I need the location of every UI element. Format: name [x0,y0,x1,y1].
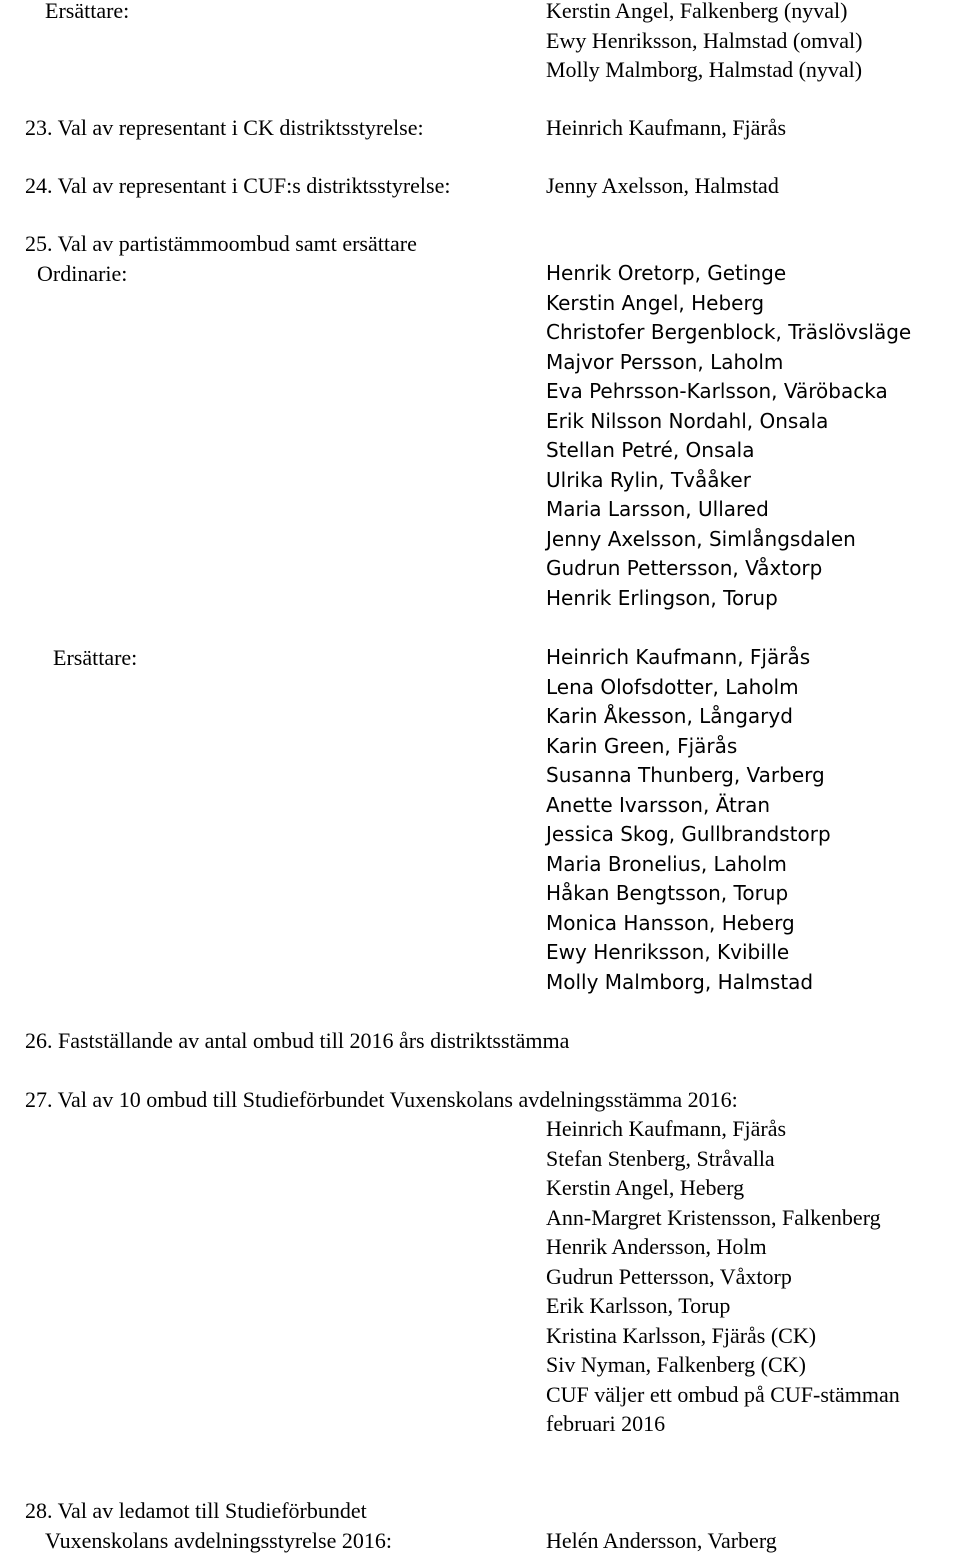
list-item: Stefan Stenberg, Stråvalla [546,1145,775,1171]
item-24-label: 24. Val av representant i CUF:s distriktsstyrelse: [25,173,451,198]
list-item: Lena Olofsdotter, Laholm [546,674,799,699]
item-28-value: Helén Andersson, Varberg [546,1528,777,1553]
item-27-heading: 27. Val av 10 ombud till Studieförbundet Vuxenskolans avdelningsstämma 2016: [25,1087,738,1112]
list-item: Jenny Axelsson, Simlångsdalen [546,526,856,551]
list-item: Ulrika Rylin, Tvååker [546,467,751,492]
item-25-ersattare-label: Ersättare: [53,645,138,670]
item-23-value: Heinrich Kaufmann, Fjärås [546,115,787,140]
item-23-label: 23. Val av representant i CK distriktsstyrelse: [25,115,424,140]
item-28-heading-line2: Vuxenskolans avdelningsstyrelse 2016: [45,1528,392,1553]
list-item: Kristina Karlsson, Fjärås (CK) [546,1322,817,1348]
item-24-value: Jenny Axelsson, Halmstad [546,173,779,198]
list-item: Siv Nyman, Falkenberg (CK) [546,1352,806,1377]
list-item: Majvor Persson, Laholm [546,349,784,374]
item-28-heading-line1: 28. Val av ledamot till Studieförbundet [25,1498,367,1523]
list-item: Henrik Andersson, Holm [546,1234,767,1259]
item-25-ordinarie-label: Ordinarie: [37,261,128,286]
list-item: Karin Åkesson, Långaryd [546,704,793,728]
list-item: Erik Karlsson, Torup [546,1293,731,1318]
list-item: Karin Green, Fjärås [546,733,738,758]
list-item: februari 2016 [546,1411,666,1436]
prev-ersattare-label: Ersättare: [45,0,130,23]
list-item: Henrik Erlingson, Torup [546,585,778,610]
list-item: Håkan Bengtsson, Torup [546,881,789,905]
list-item: CUF väljer ett ombud på CUF-stämman [546,1381,900,1407]
list-item: Henrik Oretorp, Getinge [546,261,787,285]
list-item: Heinrich Kaufmann, Fjärås [546,645,811,669]
list-item: Gudrun Pettersson, Våxtorp [546,556,823,580]
list-item: Kerstin Angel, Heberg [546,290,765,315]
list-item: Kerstin Angel, Falkenberg (nyval) [546,0,848,23]
item-25-ersattare-list [546,643,831,997]
list-item: Jessica Skog, Gullbrandstorp [546,822,831,846]
list-item: Monica Hansson, Heberg [546,910,795,935]
list-item: Anette Ivarsson, Ätran [546,792,771,817]
list-item: Kerstin Angel, Heberg [546,1175,745,1200]
item-25-ordinarie-list [546,259,911,613]
list-item: Susanna Thunberg, Varberg [546,763,825,787]
prev-ersattare-list [546,0,863,85]
list-item: Erik Nilsson Nordahl, Onsala [546,408,829,433]
list-item: Ewy Henriksson, Kvibille [546,940,790,964]
list-item: Gudrun Pettersson, Våxtorp [546,1263,792,1289]
list-item: Eva Pehrsson-Karlsson, Väröbacka [546,379,888,403]
list-item: Maria Larsson, Ullared [546,497,769,521]
list-item: Maria Bronelius, Laholm [546,851,787,876]
item-26-heading: 26. Fastställande av antal ombud till 2016 års distriktsstämma [25,1028,570,1053]
list-item: Molly Malmborg, Halmstad [546,969,814,994]
list-item: Christofer Bergenblock, Träslövsläge [546,320,912,344]
list-item: Stellan Petré, Onsala [546,438,755,462]
list-item: Molly Malmborg, Halmstad (nyval) [546,57,863,82]
list-item: Ann-Margret Kristensson, Falkenberg [546,1204,881,1230]
list-item: Ewy Henriksson, Halmstad (omval) [546,27,863,53]
list-item: Heinrich Kaufmann, Fjärås [546,1116,787,1141]
item-27-list [546,1114,900,1439]
item-25-heading: 25. Val av partistämmoombud samt ersättare [25,231,417,256]
